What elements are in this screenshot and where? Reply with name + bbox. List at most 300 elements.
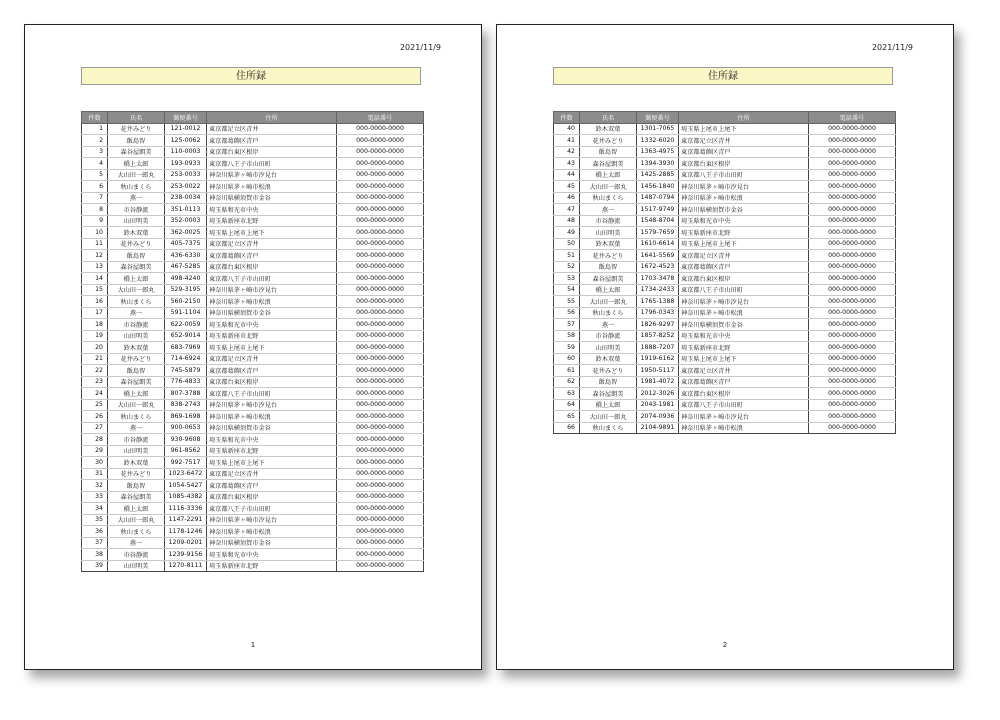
cell-phone: 000-0000-0000	[337, 273, 424, 285]
cell-name: 市谷静流	[108, 434, 165, 446]
cell-address: 埼玉県和光市中央	[679, 330, 809, 342]
cell-count: 27	[82, 422, 108, 434]
cell-name: 飯島智	[108, 480, 165, 492]
cell-postal-code: 405-7375	[165, 238, 207, 250]
cell-name: 燕一	[580, 319, 637, 331]
column-header-name: 氏名	[580, 112, 637, 124]
cell-name: 橋上太郎	[108, 273, 165, 285]
cell-count: 52	[554, 261, 580, 273]
column-header-phone: 電話番号	[337, 112, 424, 124]
cell-address: 東京都葛飾区青戸	[679, 261, 809, 273]
cell-postal-code: 1765-1388	[637, 296, 679, 308]
cell-phone: 000-0000-0000	[337, 491, 424, 503]
table-row	[554, 250, 896, 262]
table-row	[82, 169, 424, 181]
cell-count: 42	[554, 146, 580, 158]
table-row	[554, 227, 896, 239]
cell-address: 神奈川県茅ヶ崎市松浪	[207, 526, 337, 538]
cell-address: 東京都台東区根岸	[207, 146, 337, 158]
cell-count: 23	[82, 376, 108, 388]
table-row	[82, 146, 424, 158]
cell-postal-code: 1888-7207	[637, 342, 679, 354]
cell-name: 山田明美	[580, 227, 637, 239]
cell-phone: 000-0000-0000	[337, 169, 424, 181]
cell-address: 東京都足立区青井	[679, 135, 809, 147]
cell-address: 神奈川県茅ヶ崎市松浪	[679, 422, 809, 434]
cell-postal-code: 2074-0936	[637, 411, 679, 423]
cell-name: 鈴木双葉	[108, 457, 165, 469]
cell-address: 埼玉県和光市中央	[207, 434, 337, 446]
cell-postal-code: 1703-3478	[637, 273, 679, 285]
cell-postal-code: 2043-1981	[637, 399, 679, 411]
cell-postal-code: 125-0062	[165, 135, 207, 147]
table-row	[82, 560, 424, 572]
cell-name: 花井みどり	[580, 365, 637, 377]
cell-postal-code: 1981-4072	[637, 376, 679, 388]
cell-address: 東京都足立区青井	[207, 468, 337, 480]
page-number: 1	[250, 641, 256, 649]
table-row	[554, 123, 896, 135]
cell-address: 神奈川県横須賀市金谷	[207, 192, 337, 204]
table-row	[554, 273, 896, 285]
cell-address: 埼玉県新座市北野	[679, 342, 809, 354]
cell-name: 秋山まくら	[580, 422, 637, 434]
table-row	[82, 123, 424, 135]
cell-postal-code: 1301-7065	[637, 123, 679, 135]
cell-phone: 000-0000-0000	[337, 514, 424, 526]
cell-count: 26	[82, 411, 108, 423]
cell-address: 東京都台東区根岸	[207, 491, 337, 503]
cell-count: 20	[82, 342, 108, 354]
cell-address: 東京都葛飾区青戸	[207, 480, 337, 492]
table-row	[554, 158, 896, 170]
cell-address: 埼玉県上尾市上尾下	[207, 457, 337, 469]
cell-name: 秋山まくら	[108, 296, 165, 308]
cell-address: 東京都足立区青井	[679, 250, 809, 262]
cell-address: 神奈川県茅ヶ崎市松浪	[207, 296, 337, 308]
cell-address: 埼玉県新座市北野	[207, 560, 337, 572]
table-row	[82, 549, 424, 561]
cell-postal-code: 1332-6020	[637, 135, 679, 147]
cell-name: 花井みどり	[580, 135, 637, 147]
cell-postal-code: 652-9014	[165, 330, 207, 342]
cell-address: 神奈川県茅ヶ崎市汐見台	[679, 411, 809, 423]
cell-phone: 000-0000-0000	[809, 238, 896, 250]
cell-postal-code: 2012-3026	[637, 388, 679, 400]
cell-phone: 000-0000-0000	[809, 388, 896, 400]
cell-postal-code: 362-0025	[165, 227, 207, 239]
cell-postal-code: 1579-7659	[637, 227, 679, 239]
cell-address: 神奈川県茅ヶ崎市汐見台	[207, 514, 337, 526]
cell-phone: 000-0000-0000	[337, 238, 424, 250]
table-row	[554, 422, 896, 434]
table-row	[82, 503, 424, 515]
cell-postal-code: 2104-9891	[637, 422, 679, 434]
cell-postal-code: 351-0113	[165, 204, 207, 216]
cell-address: 埼玉県上尾市上尾下	[207, 342, 337, 354]
cell-name: 大山田一郎丸	[108, 399, 165, 411]
table-row	[554, 307, 896, 319]
cell-postal-code: 253-0022	[165, 181, 207, 193]
cell-count: 38	[82, 549, 108, 561]
cell-address: 東京都八王子市山田町	[207, 273, 337, 285]
cell-phone: 000-0000-0000	[337, 319, 424, 331]
column-header-phone: 電話番号	[809, 112, 896, 124]
cell-count: 51	[554, 250, 580, 262]
cell-postal-code: 436-6330	[165, 250, 207, 262]
cell-postal-code: 900-0653	[165, 422, 207, 434]
table-row	[554, 319, 896, 331]
table-row	[82, 353, 424, 365]
table-header-row	[554, 112, 896, 124]
cell-name: 橋上太郎	[108, 503, 165, 515]
cell-count: 58	[554, 330, 580, 342]
cell-name: 森谷屋朗美	[580, 388, 637, 400]
cell-phone: 000-0000-0000	[337, 215, 424, 227]
cell-address: 東京都足立区青井	[207, 123, 337, 135]
cell-postal-code: 591-1104	[165, 307, 207, 319]
cell-postal-code: 352-0003	[165, 215, 207, 227]
cell-phone: 000-0000-0000	[337, 261, 424, 273]
table-row	[82, 365, 424, 377]
cell-phone: 000-0000-0000	[809, 342, 896, 354]
cell-address: 埼玉県新座市北野	[207, 445, 337, 457]
cell-phone: 000-0000-0000	[337, 537, 424, 549]
cell-phone: 000-0000-0000	[809, 146, 896, 158]
cell-address: 埼玉県新座市北野	[207, 215, 337, 227]
cell-count: 15	[82, 284, 108, 296]
cell-postal-code: 930-9608	[165, 434, 207, 446]
cell-name: 森谷屋朗美	[108, 376, 165, 388]
cell-address: 東京都八王子市山田町	[679, 399, 809, 411]
cell-count: 64	[554, 399, 580, 411]
cell-name: 飯島智	[580, 261, 637, 273]
cell-name: 飯島智	[108, 365, 165, 377]
table-body	[554, 123, 896, 434]
table-row	[554, 192, 896, 204]
cell-address: 埼玉県上尾市上尾下	[679, 238, 809, 250]
table-row	[554, 284, 896, 296]
table-row	[82, 319, 424, 331]
table-row	[554, 169, 896, 181]
table-row	[82, 537, 424, 549]
cell-address: 東京都台東区根岸	[679, 158, 809, 170]
cell-address: 埼玉県新座市北野	[207, 330, 337, 342]
cell-name: 大山田一郎丸	[580, 296, 637, 308]
cell-count: 31	[82, 468, 108, 480]
cell-address: 埼玉県和光市中央	[207, 204, 337, 216]
cell-phone: 000-0000-0000	[809, 261, 896, 273]
cell-count: 24	[82, 388, 108, 400]
cell-phone: 000-0000-0000	[337, 365, 424, 377]
cell-postal-code: 838-2743	[165, 399, 207, 411]
cell-count: 35	[82, 514, 108, 526]
cell-phone: 000-0000-0000	[809, 192, 896, 204]
cell-count: 65	[554, 411, 580, 423]
cell-count: 45	[554, 181, 580, 193]
cell-phone: 000-0000-0000	[809, 204, 896, 216]
cell-count: 30	[82, 457, 108, 469]
table-row	[554, 342, 896, 354]
table-row	[82, 330, 424, 342]
cell-count: 39	[82, 560, 108, 572]
cell-count: 37	[82, 537, 108, 549]
cell-name: 山田明美	[580, 342, 637, 354]
column-header-postal-code: 郵便番号	[165, 112, 207, 124]
cell-postal-code: 498-4240	[165, 273, 207, 285]
cell-address: 神奈川県茅ヶ崎市汐見台	[207, 284, 337, 296]
cell-phone: 000-0000-0000	[337, 227, 424, 239]
cell-count: 1	[82, 123, 108, 135]
table-row	[82, 158, 424, 170]
cell-postal-code: 253-0033	[165, 169, 207, 181]
table-row	[554, 411, 896, 423]
cell-address: 埼玉県和光市中央	[679, 215, 809, 227]
cell-address: 東京都葛飾区青戸	[207, 250, 337, 262]
cell-address: 神奈川県茅ヶ崎市松浪	[207, 411, 337, 423]
page-number: 2	[722, 641, 728, 649]
table-row	[82, 204, 424, 216]
table-row	[82, 135, 424, 147]
table-row	[82, 238, 424, 250]
page-title: 住所録	[553, 67, 893, 85]
cell-phone: 000-0000-0000	[337, 376, 424, 388]
cell-phone: 000-0000-0000	[337, 503, 424, 515]
cell-phone: 000-0000-0000	[809, 319, 896, 331]
cell-name: 鈴木双葉	[580, 353, 637, 365]
print-page-1	[24, 24, 482, 670]
cell-count: 60	[554, 353, 580, 365]
cell-name: 橋上太郎	[580, 284, 637, 296]
cell-count: 56	[554, 307, 580, 319]
table-row	[82, 273, 424, 285]
cell-name: 秋山まくら	[108, 181, 165, 193]
cell-postal-code: 1425-2885	[637, 169, 679, 181]
cell-name: 大山田一郎丸	[108, 514, 165, 526]
table-row	[82, 514, 424, 526]
cell-postal-code: 1950-5117	[637, 365, 679, 377]
cell-postal-code: 1517-9749	[637, 204, 679, 216]
cell-name: 山田明美	[108, 330, 165, 342]
cell-postal-code: 238-0034	[165, 192, 207, 204]
cell-postal-code: 110-0003	[165, 146, 207, 158]
cell-postal-code: 1270-8111	[165, 560, 207, 572]
table-row	[82, 411, 424, 423]
cell-postal-code: 1054-5427	[165, 480, 207, 492]
cell-name: 秋山まくら	[580, 192, 637, 204]
cell-postal-code: 1672-4523	[637, 261, 679, 273]
cell-address: 神奈川県横須賀市金谷	[207, 307, 337, 319]
cell-name: 花井みどり	[580, 250, 637, 262]
cell-phone: 000-0000-0000	[337, 192, 424, 204]
cell-address: 東京都八王子市山田町	[207, 503, 337, 515]
cell-postal-code: 992-7517	[165, 457, 207, 469]
cell-address: 神奈川県茅ヶ崎市汐見台	[207, 399, 337, 411]
cell-count: 53	[554, 273, 580, 285]
cell-phone: 000-0000-0000	[809, 284, 896, 296]
cell-phone: 000-0000-0000	[809, 307, 896, 319]
cell-phone: 000-0000-0000	[337, 135, 424, 147]
cell-phone: 000-0000-0000	[337, 457, 424, 469]
table-row	[82, 227, 424, 239]
cell-phone: 000-0000-0000	[337, 399, 424, 411]
cell-phone: 000-0000-0000	[809, 376, 896, 388]
cell-address: 埼玉県上尾市上尾下	[207, 227, 337, 239]
cell-address: 東京都葛飾区青戸	[679, 376, 809, 388]
table-row	[82, 526, 424, 538]
cell-count: 40	[554, 123, 580, 135]
column-header-postal-code: 郵便番号	[637, 112, 679, 124]
cell-name: 飯島智	[108, 135, 165, 147]
cell-postal-code: 560-2150	[165, 296, 207, 308]
table-row	[82, 491, 424, 503]
cell-phone: 000-0000-0000	[809, 411, 896, 423]
cell-phone: 000-0000-0000	[337, 526, 424, 538]
cell-postal-code: 745-5879	[165, 365, 207, 377]
cell-phone: 000-0000-0000	[809, 250, 896, 262]
cell-address: 東京都葛飾区青戸	[207, 135, 337, 147]
cell-postal-code: 1487-0794	[637, 192, 679, 204]
cell-name: 秋山まくら	[580, 307, 637, 319]
cell-count: 9	[82, 215, 108, 227]
table-row	[554, 330, 896, 342]
column-header-count: 件数	[554, 112, 580, 124]
cell-phone: 000-0000-0000	[337, 307, 424, 319]
cell-count: 47	[554, 204, 580, 216]
print-date: 2021/11/9	[871, 43, 913, 52]
table-row	[554, 181, 896, 193]
cell-count: 19	[82, 330, 108, 342]
cell-count: 49	[554, 227, 580, 239]
address-table	[81, 111, 424, 572]
cell-address: 東京都台東区根岸	[207, 261, 337, 273]
cell-postal-code: 1116-3336	[165, 503, 207, 515]
cell-phone: 000-0000-0000	[337, 123, 424, 135]
cell-phone: 000-0000-0000	[337, 181, 424, 193]
cell-postal-code: 1826-9297	[637, 319, 679, 331]
cell-phone: 000-0000-0000	[337, 330, 424, 342]
cell-count: 41	[554, 135, 580, 147]
cell-count: 5	[82, 169, 108, 181]
cell-address: 東京都足立区青井	[679, 365, 809, 377]
cell-postal-code: 529-3195	[165, 284, 207, 296]
cell-count: 33	[82, 491, 108, 503]
cell-postal-code: 1023-6472	[165, 468, 207, 480]
table-row	[82, 422, 424, 434]
table-row	[554, 146, 896, 158]
cell-name: 燕一	[108, 422, 165, 434]
cell-count: 55	[554, 296, 580, 308]
cell-count: 46	[554, 192, 580, 204]
cell-count: 54	[554, 284, 580, 296]
cell-phone: 000-0000-0000	[337, 422, 424, 434]
cell-address: 東京都足立区青井	[207, 353, 337, 365]
cell-phone: 000-0000-0000	[809, 399, 896, 411]
cell-address: 神奈川県横須賀市金谷	[679, 319, 809, 331]
cell-count: 11	[82, 238, 108, 250]
cell-address: 埼玉県和光市中央	[207, 319, 337, 331]
cell-count: 62	[554, 376, 580, 388]
table-row	[82, 480, 424, 492]
cell-address: 神奈川県横須賀市金谷	[679, 204, 809, 216]
cell-postal-code: 1796-0343	[637, 307, 679, 319]
cell-address: 神奈川県茅ヶ崎市汐見台	[679, 181, 809, 193]
cell-phone: 000-0000-0000	[337, 411, 424, 423]
cell-name: 市谷静流	[580, 215, 637, 227]
cell-name: 秋山まくら	[108, 411, 165, 423]
cell-count: 25	[82, 399, 108, 411]
cell-postal-code: 1610-6614	[637, 238, 679, 250]
cell-address: 神奈川県横須賀市金谷	[207, 537, 337, 549]
cell-address: 埼玉県新座市北野	[679, 227, 809, 239]
cell-count: 6	[82, 181, 108, 193]
cell-address: 東京都八王子市山田町	[679, 284, 809, 296]
cell-address: 東京都台東区根岸	[679, 273, 809, 285]
cell-postal-code: 1734-2433	[637, 284, 679, 296]
cell-count: 50	[554, 238, 580, 250]
cell-phone: 000-0000-0000	[337, 434, 424, 446]
cell-address: 埼玉県上尾市上尾下	[679, 353, 809, 365]
cell-name: 秋山まくら	[108, 526, 165, 538]
cell-name: 橋上太郎	[580, 169, 637, 181]
cell-name: 森谷屋朗美	[580, 158, 637, 170]
cell-address: 東京都葛飾区青戸	[207, 365, 337, 377]
table-row	[554, 135, 896, 147]
cell-postal-code: 869-1698	[165, 411, 207, 423]
cell-address: 埼玉県上尾市上尾下	[679, 123, 809, 135]
cell-phone: 000-0000-0000	[337, 250, 424, 262]
cell-postal-code: 1641-5569	[637, 250, 679, 262]
cell-name: 燕一	[108, 537, 165, 549]
cell-name: 森谷屋朗美	[580, 273, 637, 285]
column-header-address: 住所	[207, 112, 337, 124]
table-row	[82, 307, 424, 319]
cell-name: 飯島智	[580, 376, 637, 388]
table-row	[82, 399, 424, 411]
column-header-name: 氏名	[108, 112, 165, 124]
cell-postal-code: 1919-6162	[637, 353, 679, 365]
cell-address: 神奈川県横須賀市金谷	[207, 422, 337, 434]
table-row	[82, 468, 424, 480]
print-page-2	[496, 24, 954, 670]
cell-count: 17	[82, 307, 108, 319]
cell-phone: 000-0000-0000	[337, 158, 424, 170]
cell-name: 燕一	[580, 204, 637, 216]
cell-count: 22	[82, 365, 108, 377]
cell-name: 大山田一郎丸	[580, 411, 637, 423]
cell-address: 東京都八王子市山田町	[207, 388, 337, 400]
cell-phone: 000-0000-0000	[337, 480, 424, 492]
cell-phone: 000-0000-0000	[809, 422, 896, 434]
cell-name: 飯島智	[580, 146, 637, 158]
table-row	[82, 192, 424, 204]
table-row	[82, 296, 424, 308]
table-row	[82, 376, 424, 388]
cell-count: 13	[82, 261, 108, 273]
cell-count: 10	[82, 227, 108, 239]
cell-name: 森谷屋朗美	[108, 491, 165, 503]
cell-name: 山田明美	[108, 560, 165, 572]
table-row	[82, 457, 424, 469]
cell-name: 市谷静流	[108, 549, 165, 561]
table-row	[554, 353, 896, 365]
address-table	[553, 111, 896, 434]
cell-name: 橋上太郎	[580, 399, 637, 411]
table-row	[554, 376, 896, 388]
cell-name: 花井みどり	[108, 353, 165, 365]
cell-count: 18	[82, 319, 108, 331]
cell-phone: 000-0000-0000	[809, 181, 896, 193]
